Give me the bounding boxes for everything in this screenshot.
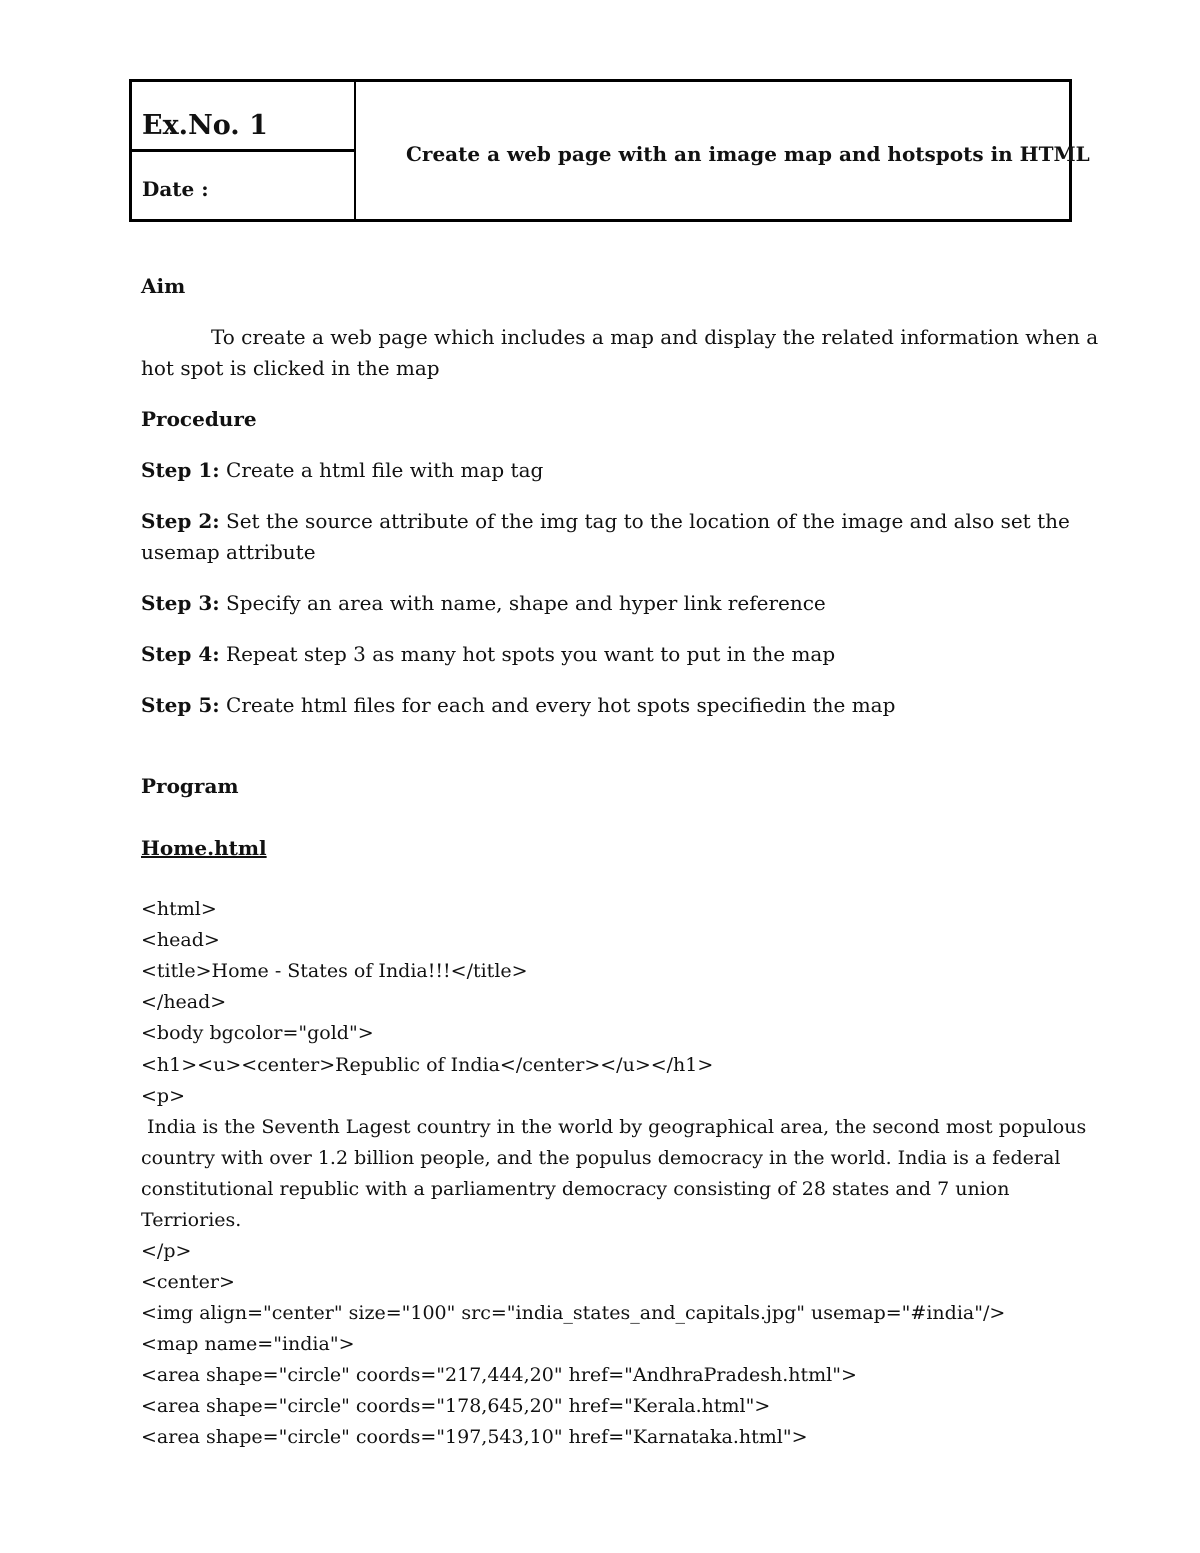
step-3 bbox=[141, 588, 826, 619]
step-label: Step 4: bbox=[141, 642, 220, 666]
aim-line-2: hot spot is clicked in the map bbox=[141, 356, 440, 380]
step-text: Set the source attribute of the img tag to the location of the image and also set the bbox=[226, 509, 1070, 533]
code-line: India is the Seventh Lagest country in the world by geographical area, the second most populous bbox=[141, 1116, 1087, 1138]
code-line: <map name="india"> bbox=[141, 1333, 355, 1355]
exercise-number: Ex.No. 1 bbox=[142, 110, 268, 141]
header-table bbox=[129, 79, 1090, 222]
step-1 bbox=[141, 455, 543, 486]
step-2-continued: usemap attribute bbox=[141, 540, 316, 564]
step-label: Step 2: bbox=[141, 509, 220, 533]
code-line: <body bgcolor="gold"> bbox=[141, 1022, 374, 1044]
code-line: <img align="center" size="100" src="india_states_and_capitals.jpg" usemap="#india"/> bbox=[141, 1302, 1006, 1324]
step-text: Create html files for each and every hot spots specifiedin the map bbox=[226, 693, 896, 717]
program-heading: Program bbox=[141, 774, 239, 798]
code-line: </head> bbox=[141, 991, 227, 1013]
code-line: Terriories. bbox=[141, 1209, 242, 1231]
step-text: Create a html file with map tag bbox=[226, 458, 544, 482]
aim-line-1: To create a web page which includes a map and display the related information when a bbox=[211, 325, 1099, 349]
step-label: Step 5: bbox=[141, 693, 220, 717]
date-label: Date : bbox=[142, 177, 209, 201]
step-text: Specify an area with name, shape and hyper link reference bbox=[226, 591, 826, 615]
code-line: </p> bbox=[141, 1240, 192, 1262]
code-line: country with over 1.2 billion people, and the populus democracy in the world. India is a federal bbox=[141, 1147, 1061, 1169]
procedure-heading: Procedure bbox=[141, 407, 257, 431]
step-label: Step 3: bbox=[141, 591, 220, 615]
code-line: <center> bbox=[141, 1271, 235, 1293]
program-filename: Home.html bbox=[141, 836, 267, 860]
code-line: <area shape="circle" coords="217,444,20" href="AndhraPradesh.html"> bbox=[141, 1364, 857, 1386]
aim-heading: Aim bbox=[141, 274, 186, 298]
code-line: <p> bbox=[141, 1085, 186, 1107]
code-line: <area shape="circle" coords="178,645,20" href="Kerala.html"> bbox=[141, 1395, 771, 1417]
code-line: <h1><u><center>Republic of India</center></u></h1> bbox=[141, 1054, 714, 1076]
step-5 bbox=[141, 690, 895, 721]
exercise-title: Create a web page with an image map and hotspots in HTML bbox=[406, 142, 1090, 166]
code-line: <area shape="circle" coords="197,543,10" href="Karnataka.html"> bbox=[141, 1426, 808, 1448]
step-2 bbox=[141, 506, 1070, 537]
step-text: Repeat step 3 as many hot spots you want to put in the map bbox=[226, 642, 836, 666]
code-line: constitutional republic with a parliamentry democracy consisting of 28 states and 7 union bbox=[141, 1178, 1010, 1200]
exno-cell bbox=[132, 82, 354, 152]
header-left-column bbox=[132, 82, 356, 219]
code-line: <html> bbox=[141, 898, 217, 920]
code-line: <title>Home - States of India!!!</title> bbox=[141, 960, 528, 982]
step-4 bbox=[141, 639, 835, 670]
code-line: <head> bbox=[141, 929, 220, 951]
step-label: Step 1: bbox=[141, 458, 220, 482]
